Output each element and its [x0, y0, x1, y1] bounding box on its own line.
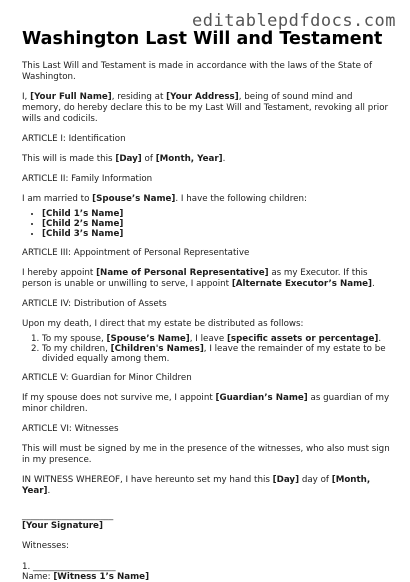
- article-5-text: If my spouse does not survive me, I appoint: [22, 393, 216, 403]
- witness-1-block: [22, 562, 394, 582]
- day-field: [Day]: [272, 475, 300, 485]
- list-item: • [Child 2’s Name]: [42, 219, 394, 229]
- signature-line: _____________________: [22, 511, 114, 521]
- month-year-field: [Month, Year]: [22, 475, 371, 496]
- witness-1-name: Name: [Witness 1’s Name]: [22, 572, 150, 582]
- article-4-intro: Upon my death, I direct that my estate be distributed as follows:: [22, 319, 304, 329]
- article-5-text: as guardian of my minor children.: [22, 393, 390, 414]
- list-item: [42, 334, 394, 344]
- article-1-body: [22, 154, 394, 165]
- article-2-heading: ARTICLE II: Family Information: [22, 174, 153, 184]
- article-3-heading: ARTICLE III: Appointment of Personal Representative: [22, 248, 250, 258]
- article-3-text: .: [372, 279, 375, 289]
- document-title: Washington Last Will and Testament: [22, 29, 383, 49]
- list-item: • [Child 3’s Name]: [42, 229, 394, 239]
- month-year-field: [Month, Year]: [155, 154, 223, 164]
- article-2-text: . I have the following children:: [175, 194, 307, 204]
- children-list: [22, 209, 394, 239]
- witness-1-signature-line: 1. ___________________: [22, 562, 116, 572]
- witness-clause: [22, 475, 394, 497]
- witnesses-label: Witnesses:: [22, 541, 69, 551]
- article-3-text: I hereby appoint: [22, 268, 97, 278]
- address-field: [Your Address]: [166, 92, 239, 102]
- spouse-field: [Spouse’s Name]: [106, 334, 190, 344]
- full-name-field: [Your Full Name]: [30, 92, 112, 102]
- alternate-executor-field: [Alternate Executor’s Name]: [231, 279, 373, 289]
- article-2-body: [22, 194, 394, 205]
- witness-clause-text: .: [47, 486, 51, 496]
- signature-block: [22, 511, 394, 531]
- article-6-body: This will must be signed by me in the presence of the witnesses, who also must sign in my presence.: [22, 444, 390, 465]
- day-field: [Day]: [115, 154, 142, 164]
- article-1-text: .: [222, 154, 226, 164]
- distribution-list: [22, 334, 394, 364]
- representative-field: [Name of Personal Representative]: [96, 268, 269, 278]
- declaration-text: I,: [22, 92, 31, 102]
- article-5-body: [22, 393, 394, 415]
- list-item: • [Child 1’s Name]: [42, 209, 394, 219]
- article-3-text: as my Executor. If this person is unable or unwilling to serve, I appoint: [22, 268, 368, 289]
- article-1-text: This will is made this: [22, 154, 116, 164]
- assets-field: [specific assets or percentage]: [226, 334, 379, 344]
- document-body: [22, 29, 394, 582]
- item-text: To my children,: [42, 344, 111, 354]
- declaration-text: , being of sound mind and memory, do hereby declare this to be my Last Will and Testament, revoking all prior wills and codicils.: [22, 92, 389, 124]
- guardian-field: [Guardian’s Name]: [215, 393, 308, 403]
- article-1-text: of: [141, 154, 156, 164]
- article-5-heading: ARTICLE V: Guardian for Minor Children: [22, 373, 192, 383]
- declaration-text: , residing at: [111, 92, 167, 102]
- watermark-logo: editablepdfdocs.com: [192, 11, 396, 31]
- article-6-heading: ARTICLE VI: Witnesses: [22, 424, 119, 434]
- signature-label: [Your Signature]: [22, 521, 103, 531]
- intro-paragraph: This Last Will and Testament is made in accordance with the laws of the State of Washington.: [22, 61, 373, 82]
- item-text: To my spouse,: [42, 334, 107, 344]
- witness-clause-text: day of: [299, 475, 332, 485]
- declaration-paragraph: [22, 92, 394, 125]
- spouse-field: [Spouse’s Name]: [92, 194, 176, 204]
- article-2-text: I am married to: [22, 194, 93, 204]
- children-names-field: [Children's Names]: [110, 344, 204, 354]
- article-4-heading: ARTICLE IV: Distribution of Assets: [22, 299, 167, 309]
- item-text: .: [378, 334, 382, 344]
- article-1-heading: ARTICLE I: Identification: [22, 134, 126, 144]
- list-item: [42, 344, 394, 364]
- item-text: , I leave: [189, 334, 227, 344]
- article-3-body: [22, 268, 394, 290]
- witness-clause-text: IN WITNESS WHEREOF, I have hereunto set my hand this: [22, 475, 273, 485]
- item-text: , I leave the remainder of my estate to be divided equally among them.: [42, 344, 386, 364]
